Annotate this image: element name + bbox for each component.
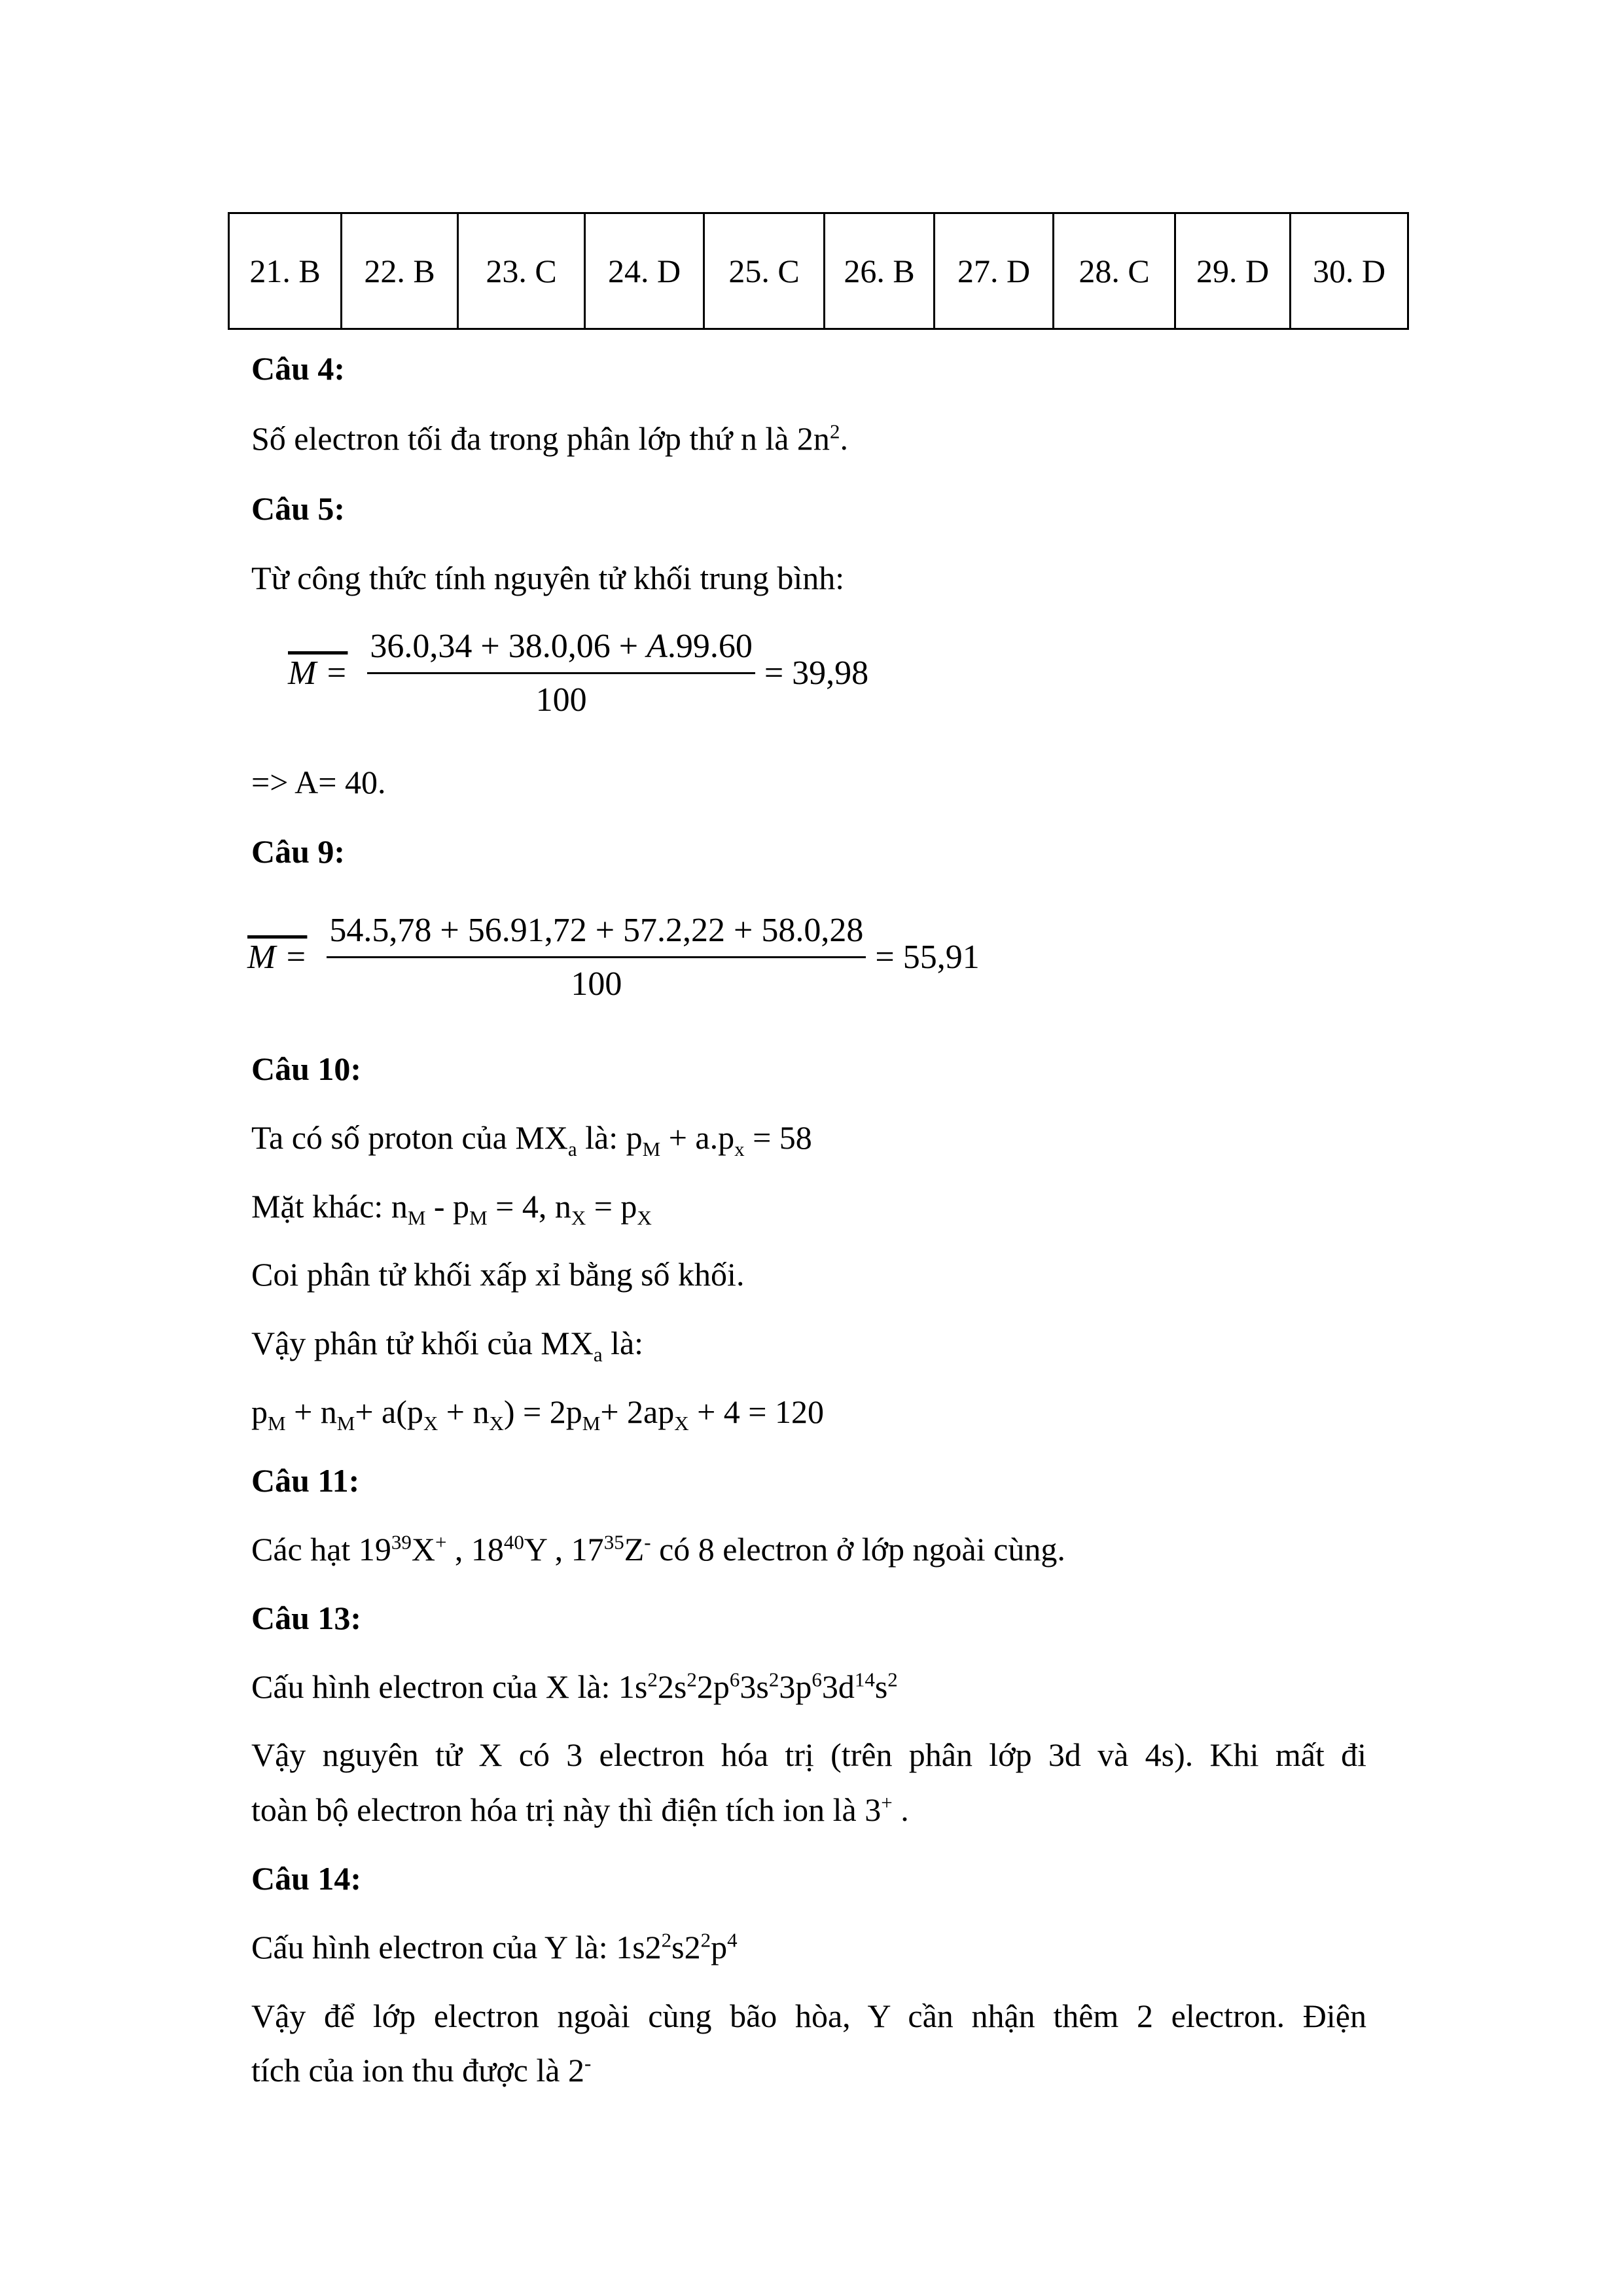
table-row [229,213,1408,329]
question-text: Vậy nguyên tử X có 3 electron hóa trị (trên phân lớp 3d và 4s). Khi mất đi [251,1736,1366,1773]
average-mass-formula [247,911,980,1003]
formula-numerator: 54.5,78 + 56.91,72 + 57.2,22 + 58.0,28 [329,912,864,949]
formula-rhs: = 55,91 [875,939,980,976]
question-text: Vậy để lớp electron ngoài cùng bão hòa, Y cần nhận thêm 2 electron. Điện [251,1998,1366,2034]
answer-cell: 23. C [458,213,585,329]
question-text: Cấu hình electron của Y là: $1s2^2s2^2p^4$ [251,1928,738,1965]
formula-denominator: 100 [535,681,587,719]
answer-cell: 29. D [1175,213,1291,329]
question-text: Coi phân tử khối xấp xỉ bằng số khối. [251,1256,745,1293]
question-text: => A= 40. [251,764,386,800]
question-title: Câu 4: [251,350,346,387]
answer-cell: 27. D [935,213,1054,329]
question-text: Mặt khác: $n_M - p_M = 4$, $n_X = p_X$ [251,1188,652,1229]
question-text: toàn bộ electron hóa trị này thì điện tích ion là 3+ . [251,1791,909,1828]
question-text: Các hạt $19^{39}X^+$ , $18^{40}Y$ , $17^{35}Z^-$ có 8 electron ở lớp ngoài cùng. [251,1530,1065,1568]
formula-lhs: M = [247,939,308,976]
answer-cell: 22. B [342,213,458,329]
question-title: Câu 13: [251,1600,362,1636]
question-text: $p_M + n_M+ a(p_X + n_X) = 2p_M+ 2ap_X + 4 = 120$ [251,1393,825,1435]
question-text: Ta có số proton của $MX_a$ là: $p_M + a.p_x = 58$ [251,1119,812,1160]
answer-cell: 21. B [229,213,342,329]
answer-cell: 26. B [825,213,935,329]
answer-cell: 25. C [704,213,825,329]
answer-cell: 30. D [1291,213,1408,329]
formula-numerator: 36.0,34 + 38.0,06 + A.99.60 [370,628,753,665]
question-text: Số electron tối đa trong phân lớp thứ n là $2n^2$. [251,420,848,457]
formula-denominator: 100 [571,965,622,1003]
question-text: Từ công thức tính nguyên tử khối trung bình: [251,560,845,596]
question-title: Câu 10: [251,1050,362,1087]
average-mass-formula [288,627,868,719]
question-title: Câu 9: [251,833,346,870]
answer-table [228,212,1409,330]
answer-cell: 28. C [1054,213,1175,329]
question-title: Câu 5: [251,490,346,527]
question-text: tích của ion thu được là 2- [251,2051,592,2089]
formula-fraction [327,911,866,1003]
question-title: Câu 14: [251,1860,362,1897]
question-text: Cấu hình electron của X là: $1s^22s^22p^63s^23p^63d^{14}s^2$ [251,1668,898,1705]
formula-fraction [367,627,755,719]
formula-rhs: = 39,98 [764,655,869,692]
question-title: Câu 11: [251,1462,360,1499]
formula-lhs: M = [288,655,348,692]
answer-cell: 24. D [585,213,704,329]
question-text: Vậy phân tử khối của $MX_a$ là: [251,1325,644,1366]
